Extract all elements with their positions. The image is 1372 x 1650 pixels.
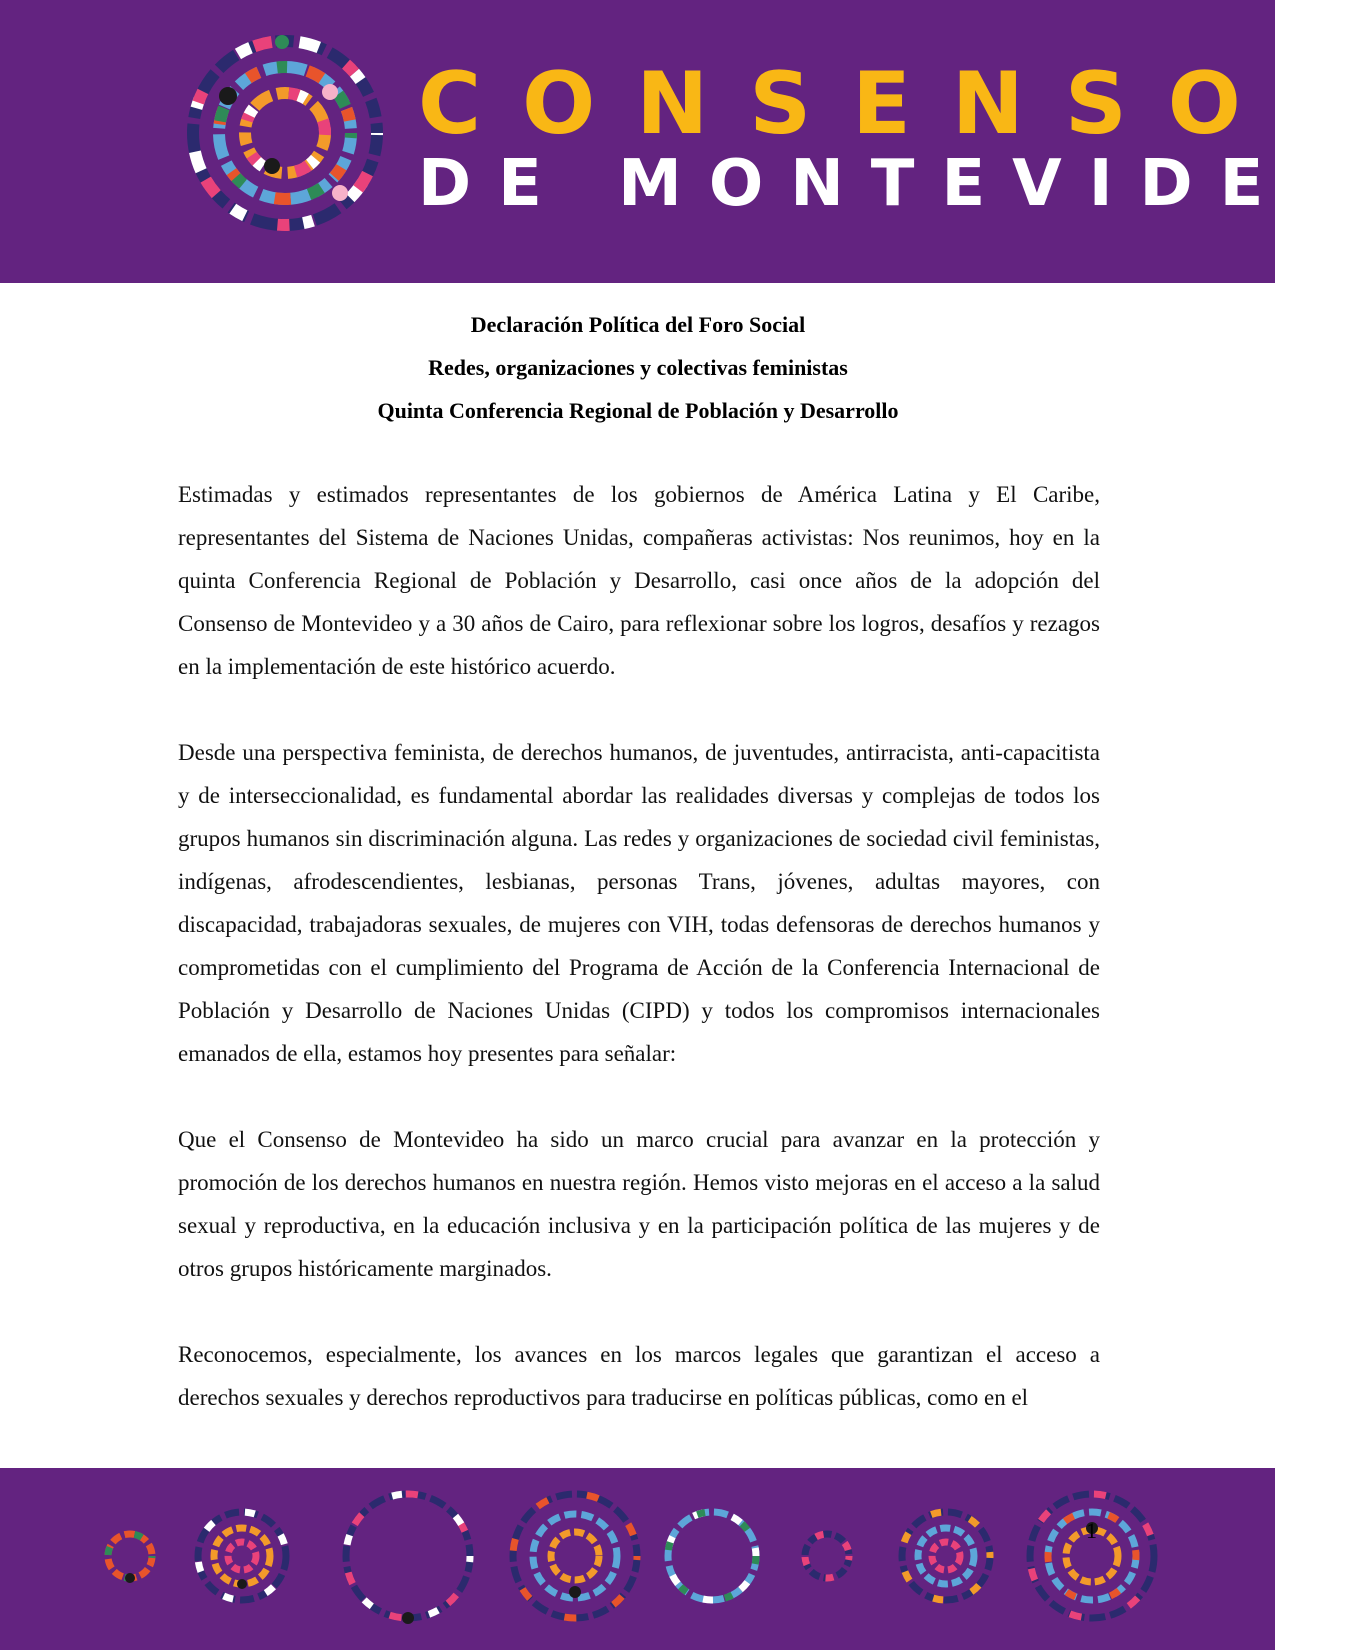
circles-logo-icon — [180, 28, 390, 238]
footer-circles-decoration-icon — [0, 1468, 1275, 1650]
paragraph-recognition: Reconocemos, especialmente, los avances en los marcos legales que garantizan el acceso a derechos sexuales y derechos reproductivos para traducirse en políticas públicas, como en el — [178, 1342, 1100, 1410]
document-body — [178, 473, 1100, 1462]
paragraph-perspective: Desde una perspectiva feminista, de derechos humanos, de juventudes, antirracista, anti-capacitista y de interseccionalidad, es fundamental abordar las realidades diversas y complejas de todos los grupos humanos sin discriminación alguna. Las redes y organizaciones de sociedad civil feministas, indígenas, afrodescendientes, lesbianas, personas Trans, jóvenes, adultas mayores, con discapacidad, trabajadoras sexuales, de mujeres con VIH, todas defensoras de derechos humanos y comprometidas con el cumplimiento del Programa de Acción de la Conferencia Internacional de Población y Desarrollo de Naciones Unidas (CIPD) y todos los compromisos internacionales emanados de ella, estamos hoy presentes para señalar: — [178, 740, 1100, 1066]
document-titles — [178, 303, 1098, 432]
footer-banner — [0, 1468, 1275, 1650]
header-banner — [0, 0, 1372, 283]
paragraph-consensus: Que el Consenso de Montevideo ha sido un marco crucial para avanzar en la protección y promoción de los derechos humanos en nuestra región. Hemos visto mejoras en el acceso a la salud sexual y reproductiva, en la educación inclusiva y en la participación política de las mujeres y de otros grupos históricamente marginados. — [178, 1127, 1100, 1281]
document-title: Declaración Política del Foro Social — [470, 312, 806, 337]
page-number: 1 — [1086, 1518, 1097, 1543]
brand-title-consenso: CONSENSO — [418, 54, 1282, 154]
document-conference-title: Quinta Conferencia Regional de Población y Desarrollo — [377, 398, 899, 423]
brand-title-montevideo: DE MONTEVIDEO — [418, 147, 1372, 221]
paragraph-greeting: Estimadas y estimados representantes de los gobiernos de América Latina y El Caribe, representantes del Sistema de Naciones Unidas, compañeras activistas: Nos reunimos, hoy en la quinta Conferencia Regional de Población y Desarrollo, casi once años de la adopción del Consenso de Montevideo y a 30 años de Cairo, para reflexionar sobre los logros, desafíos y rezagos en la implementación de este histórico acuerdo. — [178, 482, 1100, 679]
document-subtitle: Redes, organizaciones y colectivas feministas — [428, 355, 848, 380]
